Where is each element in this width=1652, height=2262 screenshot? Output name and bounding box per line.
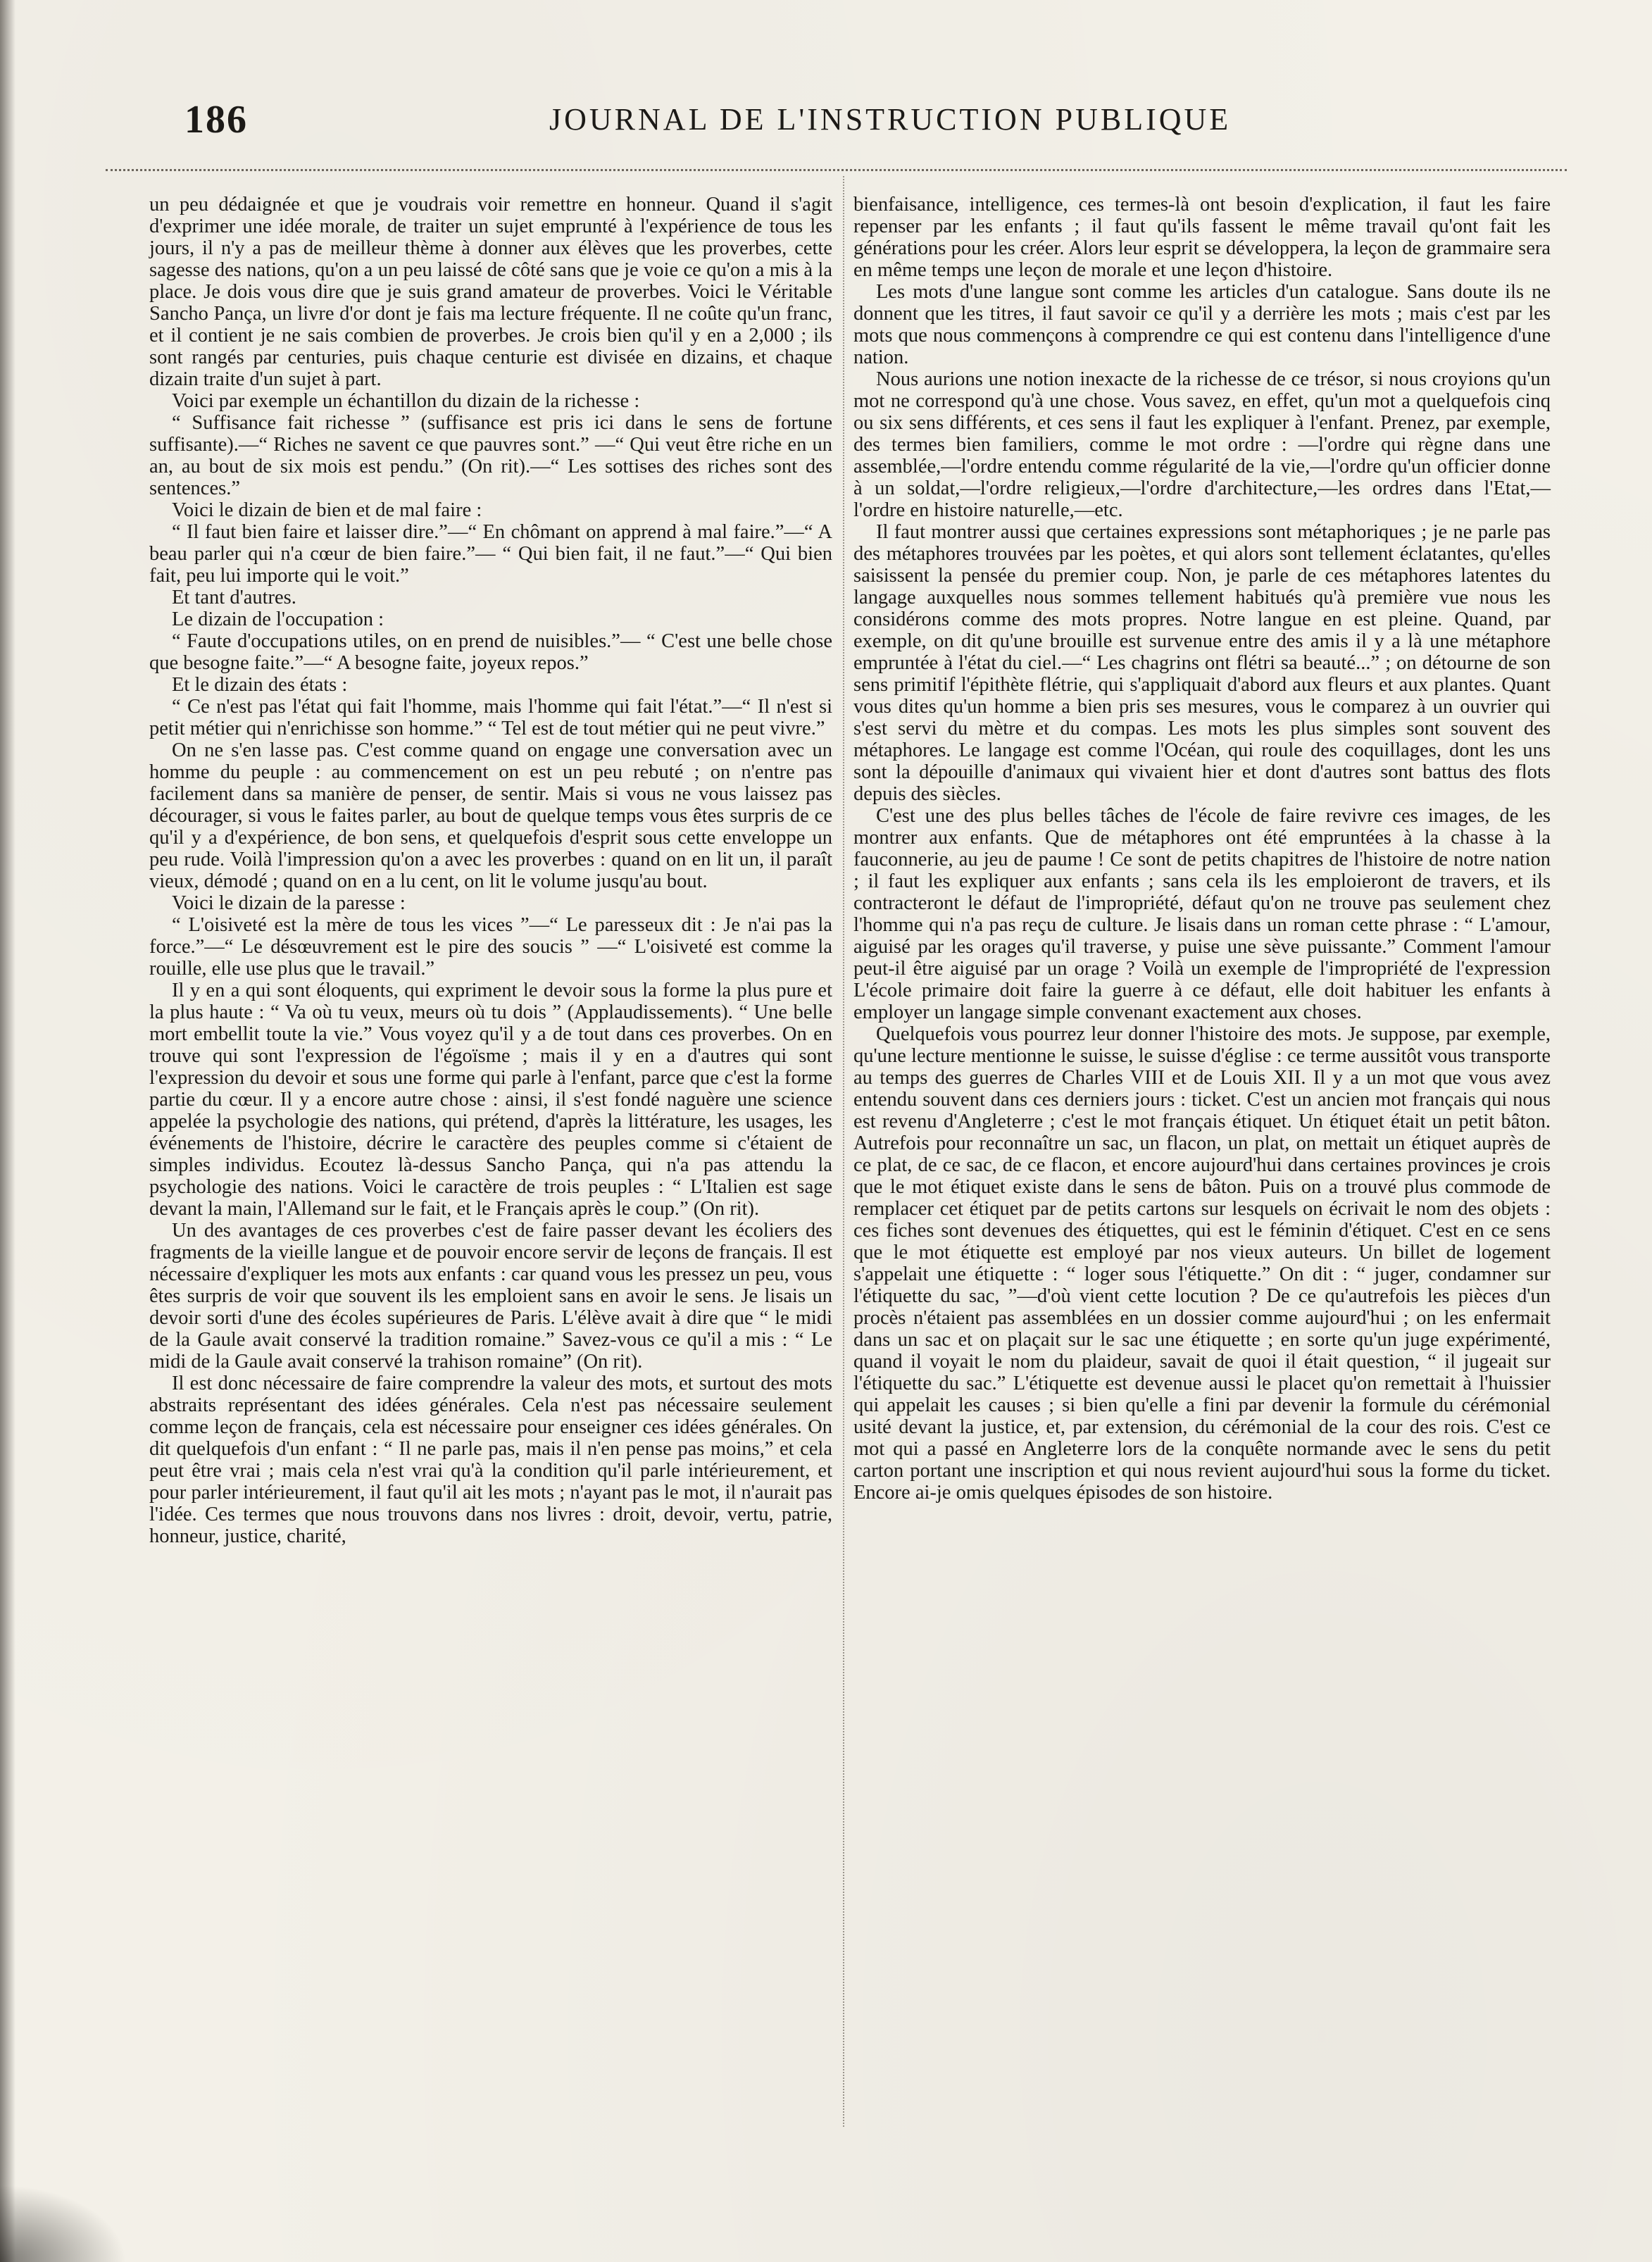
page-binding-shadow bbox=[0, 0, 15, 2262]
paragraph: Nous aurions une notion inexacte de la richesse de ce trésor, si nous croyions qu'un mot ne correspond qu'à une chose. Vous savez, en effet, qu'un mot a quelquefois cinq ou six sens différents, et ces sens il faut les expliquer à l'enfant. Prenez, par exemple, des termes bien familiers, comme le mot ordre : —l'ordre qui règne dans une assemblée,—l'ordre entendu comme régularité de la vie,—l'ordre qu'un officier donne à un soldat,—l'ordre religieux,—l'ordre d'architecture,—les ordres dans l'Etat,—l'ordre en histoire naturelle,—etc. bbox=[853, 368, 1551, 521]
left-column bbox=[149, 194, 832, 1547]
running-title: JOURNAL DE L'INSTRUCTION PUBLIQUE bbox=[549, 102, 1232, 137]
paragraph: Voici le dizain de bien et de mal faire : bbox=[172, 499, 482, 521]
right-column bbox=[853, 194, 1551, 1504]
column-divider bbox=[843, 176, 844, 2127]
paragraph: “ L'oisiveté est la mère de tous les vices ”—“ Le paresseux dit : Je n'ai pas la force.”—“ Le désœuvrement est le pire des soucis ” —“ L'oisiveté est comme la rouille, elle use plus que le travail.” bbox=[149, 914, 832, 980]
paragraph: Voici par exemple un échantillon du dizain de la richesse : bbox=[172, 390, 640, 412]
header-rule bbox=[106, 169, 1567, 171]
paragraph: “ Suffisance fait richesse ” (suffisance est pris ici dans le sens de fortune suffisante).—“ Riches ne savent ce que pauvres sont.” —“ Qui veut être riche en un an, au bout de six mois est pendu.” (On rit).—“ Les sottises des riches sont des sentences.” bbox=[149, 412, 832, 499]
paragraph: Il est donc nécessaire de faire comprendre la valeur des mots, et surtout des mots abstraits représentant des idées générales. Cela n'est pas nécessaire seulement comme leçon de français, cela est nécessaire pour enseigner ces idées générales. On dit quelquefois d'un enfant : “ Il ne parle pas, mais il n'en pense pas moins,” et cela peut être vrai ; mais cela n'est vrai qu'à la condition qu'il parle intérieurement, et pour parler intérieurement, il faut qu'il ait les mots ; n'ayant pas le mot, il n'aurait pas l'idée. Ces termes que nous trouvons dans nos livres : droit, devoir, vertu, patrie, honneur, justice, charité, bbox=[149, 1373, 832, 1547]
paragraph: “ Faute d'occupations utiles, on en prend de nuisibles.”— “ C'est une belle chose que besogne faite.”—“ A besogne faite, joyeux repos.” bbox=[149, 630, 832, 674]
page-number: 186 bbox=[184, 98, 248, 142]
paragraph: Un des avantages de ces proverbes c'est de faire passer devant les écoliers des fragments de la vieille langue et de pouvoir encore servir de leçons de français. Il est nécessaire d'expliquer les mots aux enfants : car quand vous les pressez un peu, vous êtes surpris de voir que souvent ils les emploient sans en avoir le sens. Je lisais un devoir sorti d'une des écoles supérieures de Paris. L'élève avait à dire que “ le midi de la Gaule avait conservé la tradition romaine.” Savez-vous ce qu'il a mis : “ Le midi de la Gaule avait conservé la trahison romaine” (On rit). bbox=[149, 1220, 832, 1373]
page-header bbox=[0, 97, 1652, 161]
paragraph: Il y en a qui sont éloquents, qui expriment le devoir sous la forme la plus pure et la plus haute : “ Va où tu veux, meurs où tu dois ” (Applaudissements). “ Une belle mort embellit toute la vie.” Vous voyez qu'il y a de tout dans ces proverbes. On en trouve qui sont l'expression de l'égoïsme ; mais il y en a d'autres qui sont l'expression du devoir et sous une forme qui parle à l'enfant, parce que c'est la forme partie du cœur. Il y a encore autre chose : ainsi, il s'est fondé naguère une science appelée la psychologie des nations, qui prétend, d'après la littérature, les usages, les événements de l'histoire, décrire le caractère des peuples comme si c'étaient de simples individus. Ecoutez là-dessus Sancho Pança, qui n'a pas attendu la psychologie des nations. Voici le caractère de trois peuples : “ L'Italien est sage devant la main, l'Allemand sur le fait, et le Français après le coup.” (On rit). bbox=[149, 980, 832, 1220]
paragraph: “ Il faut bien faire et laisser dire.”—“ En chômant on apprend à mal faire.”—“ A beau parler qui n'a cœur de bien faire.”— “ Qui bien fait, il ne faut.”—“ Qui bien fait, peu lui importe qui le voit.” bbox=[149, 521, 832, 587]
paragraph: Et le dizain des états : bbox=[172, 674, 348, 696]
paragraph: Les mots d'une langue sont comme les articles d'un catalogue. Sans doute ils ne donnent que les titres, il faut savoir ce qu'il y a derrière les mots ; mais c'est par les mots que nous commençons à comprendre ce qui est contenu dans l'intelligence d'une nation. bbox=[853, 281, 1551, 368]
paragraph: Le dizain de l'occupation : bbox=[172, 608, 384, 630]
paragraph: On ne s'en lasse pas. C'est comme quand on engage une conversation avec un homme du peuple : au commencement on est un peu rebuté ; on n'entre pas facilement dans sa manière de penser, de sentir. Mais si vous ne vous laissez pas décourager, si vous le faites parler, au bout de quelque temps vous êtes surpris de ce qu'il y a d'expérience, de bon sens, et quelquefois d'esprit sous cette enveloppe un peu rude. Voilà l'impression qu'on a avec les proverbes : quand on en lit un, il paraît vieux, démodé ; quand on en a lu cent, on lit le volume jusqu'au bout. bbox=[149, 739, 832, 892]
paragraph: Et tant d'autres. bbox=[172, 587, 296, 608]
paragraph: “ Ce n'est pas l'état qui fait l'homme, mais l'homme qui fait l'état.”—“ Il n'est si petit métier qui n'enrichisse son homme.” “ Tel est de tout métier qui ne peut vivre.” bbox=[149, 696, 832, 739]
paragraph: C'est une des plus belles tâches de l'école de faire revivre ces images, de les montrer aux enfants. Que de métaphores ont été empruntées à la chasse à la fauconnerie, au jeu de paume ! Ce sont de petits chapitres de l'histoire de notre nation ; il faut les expliquer aux enfants ; sans cela ils les emploieront de travers, et ils contracteront le défaut de l'impropriété, défaut qu'on ne trouve pas seulement chez l'homme qui n'a pas reçu de culture. Je lisais dans un roman cette phrase : “ L'amour, aiguisé par les orages qu'il traverse, y puise une sève puissante.” Comment l'amour peut-il être aiguisé par un orage ? Voilà un exemple de l'impropriété de l'expression L'école primaire doit faire la guerre à ce défaut, elle doit habituer les enfants à employer un langage simple convenant exactement aux choses. bbox=[853, 805, 1551, 1023]
paragraph: bienfaisance, intelligence, ces termes-là ont besoin d'explication, il faut les faire repenser par les enfants ; il faut qu'ils fassent le même travail qu'ont fait les générations pour les créer. Alors leur esprit se développera, la leçon de grammaire sera en même temps une leçon de morale et une leçon d'histoire. bbox=[853, 194, 1551, 281]
paragraph: Quelquefois vous pourrez leur donner l'histoire des mots. Je suppose, par exemple, qu'une lecture mentionne le suisse, le suisse d'église : ce terme aussitôt vous transporte au temps des guerres de Charles VIII et de Louis XII. Il y a un mot que vous avez entendu souvent dans ces derniers jours : ticket. C'est un ancien mot français qui nous est revenu d'Angleterre ; c'est le mot français étiquet. Un étiquet était un petit bâton. Autrefois pour reconnaître un sac, un flacon, un plat, on mettait un étiquet auprès de ce plat, de ce sac, de ce flacon, et encore aujourd'hui dans certaines provinces je crois que le mot étiquet existe dans le sens de bâton. Puis on a trouvé plus commode de remplacer cet étiquet par de petits cartons sur lesquels on écrivait le nom des objets : ces fiches sont devenues des étiquettes, qui est le féminin d'étiquet. C'est en ce sens que le mot étiquette est employé par nos vieux auteurs. Un billet de logement s'appelait une étiquette : “ loger sous l'étiquette.” On dit : “ juger, condamner sur l'étiquette du sac, ”—d'où vient cette locution ? De ce qu'autrefois les pièces d'un procès n'étaient pas assemblées en un dossier comme aujourd'hui ; on les enfermait dans un sac et on plaçait sur le sac une étiquette ; en sorte qu'un juge expérimenté, quand il voyait le nom du plaideur, savait de quoi il était question, “ il jugeait sur l'étiquette du sac.” L'étiquette est devenue aussi le placet qu'on remettait à l'huissier qui appelait les causes ; si bien qu'elle a fini par devenir la formule du cérémonial usité devant la justice, et, par extension, du cérémonial de la cour des rois. C'est ce mot qui a passé en Angleterre lors de la conquête normande avec le sens du petit carton portant une inscription et qui nous revient aujourd'hui sous la forme du ticket. Encore ai-je omis quelques épisodes de son histoire. bbox=[853, 1023, 1551, 1504]
paragraph: un peu dédaignée et que je voudrais voir remettre en honneur. Quand il s'agit d'exprimer une idée morale, de traiter un sujet emprunté à l'expérience de tous les jours, il n'y a pas de meilleur thème à donner aux élèves que les proverbes, cette sagesse des nations, qu'on a un peu laissé de côté sans que je voie ce qu'on a mis à la place. Je dois vous dire que je suis grand amateur de proverbes. Voici le Véritable Sancho Pança, un livre d'or dont je fais ma lecture fréquente. Il ne coûte qu'un franc, et il contient je ne sais combien de proverbes. Je crois bien qu'il y en a 2,000 ; ils sont rangés par centuries, puis chaque centurie est divisée en dizains, et chaque dizain traite d'un sujet à part. bbox=[149, 194, 832, 390]
paragraph: Voici le dizain de la paresse : bbox=[172, 892, 406, 914]
page-corner-damage bbox=[0, 2185, 127, 2262]
paragraph: Il faut montrer aussi que certaines expressions sont métaphoriques ; je ne parle pas des métaphores trouvées par les poètes, et qui alors sont tellement éclatantes, qu'elles saisissent la pensée du premier coup. Non, je parle de ces métaphores latentes du langage auxquelles nous sommes tellement habitués qu'à première vue nous les considérons comme des mots propres. Notre langue en est pleine. Quand, par exemple, on dit qu'une brouille est survenue entre des amis il y a là une métaphore empruntée à l'état du ciel.—“ Les chagrins ont flétri sa beauté...” ; on détourne de son sens primitif l'épithète flétrie, qui s'appliquait d'abord aux fleurs et aux plantes. Quant vous dites qu'un homme a bien pris ses mesures, vous le comparez à un ouvrier qui s'est servi du mètre et du compas. Les mots les plus simples sont souvent des métaphores. Le langage est comme l'Océan, qui roule des coquillages, dont les uns sont la dépouille d'animaux qui vivaient hier et dont d'autres sont battus des flots depuis des siècles. bbox=[853, 521, 1551, 805]
